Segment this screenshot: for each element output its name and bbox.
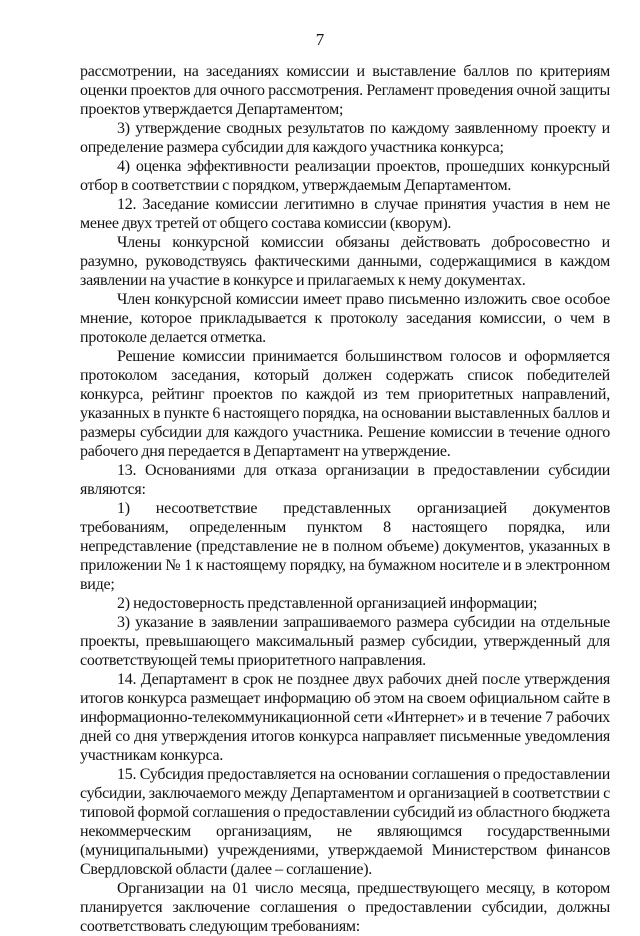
paragraph: 14. Департамент в срок не позднее двух рабочих дней после утверждения итогов конкурса размещает информацию об этом на своем официальном сайте в информационно-телекоммуникационной сети «Интернет» и в течение 7 рабочих дней со дня утверждения итогов конкурса направляет письменные уведомления участникам конкурса. (80, 671, 610, 764)
paragraph: Решение комиссии принимается большинством голосов и оформляется протоколом заседания, который должен содержать список победителей конкурса, рейтинг проектов по каждой из тем приоритетных направлений, указанных в пункте 6 настоящего порядка, на основании выставленных баллов и размеры субсидии для каждого участника. Решение комиссии в течение одного рабочего дня передается в Департамент на утверждение. (80, 348, 610, 460)
document-body (80, 62, 610, 936)
paragraph: Члены конкурсной комиссии обязаны действовать добросовестно и разумно, руководствуясь фактическими данными, содержащимися в каждом заявлении на участие в конкурсе и прилагаемых к нему документах. (80, 234, 610, 289)
paragraph: 3) указание в заявлении запрашиваемого размера субсидии на отдельные проекты, превышающего максимальный размер субсидии, утвержденный для соответствующей темы приоритетного направления. (80, 614, 610, 669)
paragraph: Организации на 01 число месяца, предшествующего месяцу, в котором планируется заключение соглашения о предоставлении субсидии, должны соответствовать следующим требованиям: (80, 880, 610, 935)
paragraph: Член конкурсной комиссии имеет право письменно изложить свое особое мнение, которое прикладывается к протоколу заседания комиссии, о чем в протоколе делается отметка. (80, 291, 610, 346)
paragraph: 4) оценка эффективности реализации проектов, прошедших конкурсный отбор в соответствии с порядком, утверждаемым Департаментом. (80, 158, 610, 194)
page-number: 7 (315, 30, 325, 49)
paragraph: рассмотрении, на заседаниях комиссии и выставление баллов по критериям оценки проектов для очного рассмотрения. Регламент проведения очной защиты проектов утверждается Департаментом; (80, 63, 610, 118)
paragraph: 15. Субсидия предоставляется на основании соглашения о предоставлении субсидии, заключаемого между Департаментом и организацией в соответствии с типовой формой соглашения о предоставлении субсидий из областного бюджета некоммерческим организациям, не являющимся государственными (муниципальными) учреждениями, утверждаемой Министерством финансов Свердловской области (далее – соглашение). (80, 766, 610, 878)
paragraph: 2) недостоверность представленной организацией информации; (117, 595, 538, 612)
paragraph: 12. Заседание комиссии легитимно в случае принятия участия в нем не менее двух третей от общего состава комиссии (кворум). (80, 196, 610, 232)
paragraph: 3) утверждение сводных результатов по каждому заявленному проекту и определение размера субсидии для каждого участника конкурса; (80, 120, 610, 156)
paragraph: 1) несоответствие представленных организацией документов требованиям, определенным пунктом 8 настоящего порядка, или непредставление (представление не в полном объеме) документов, указанных в приложении № 1 к настоящему порядку, на бумажном носителе и в электронном виде; (80, 500, 610, 593)
paragraph: 13. Основаниями для отказа организации в предоставлении субсидии являются: (80, 462, 610, 498)
